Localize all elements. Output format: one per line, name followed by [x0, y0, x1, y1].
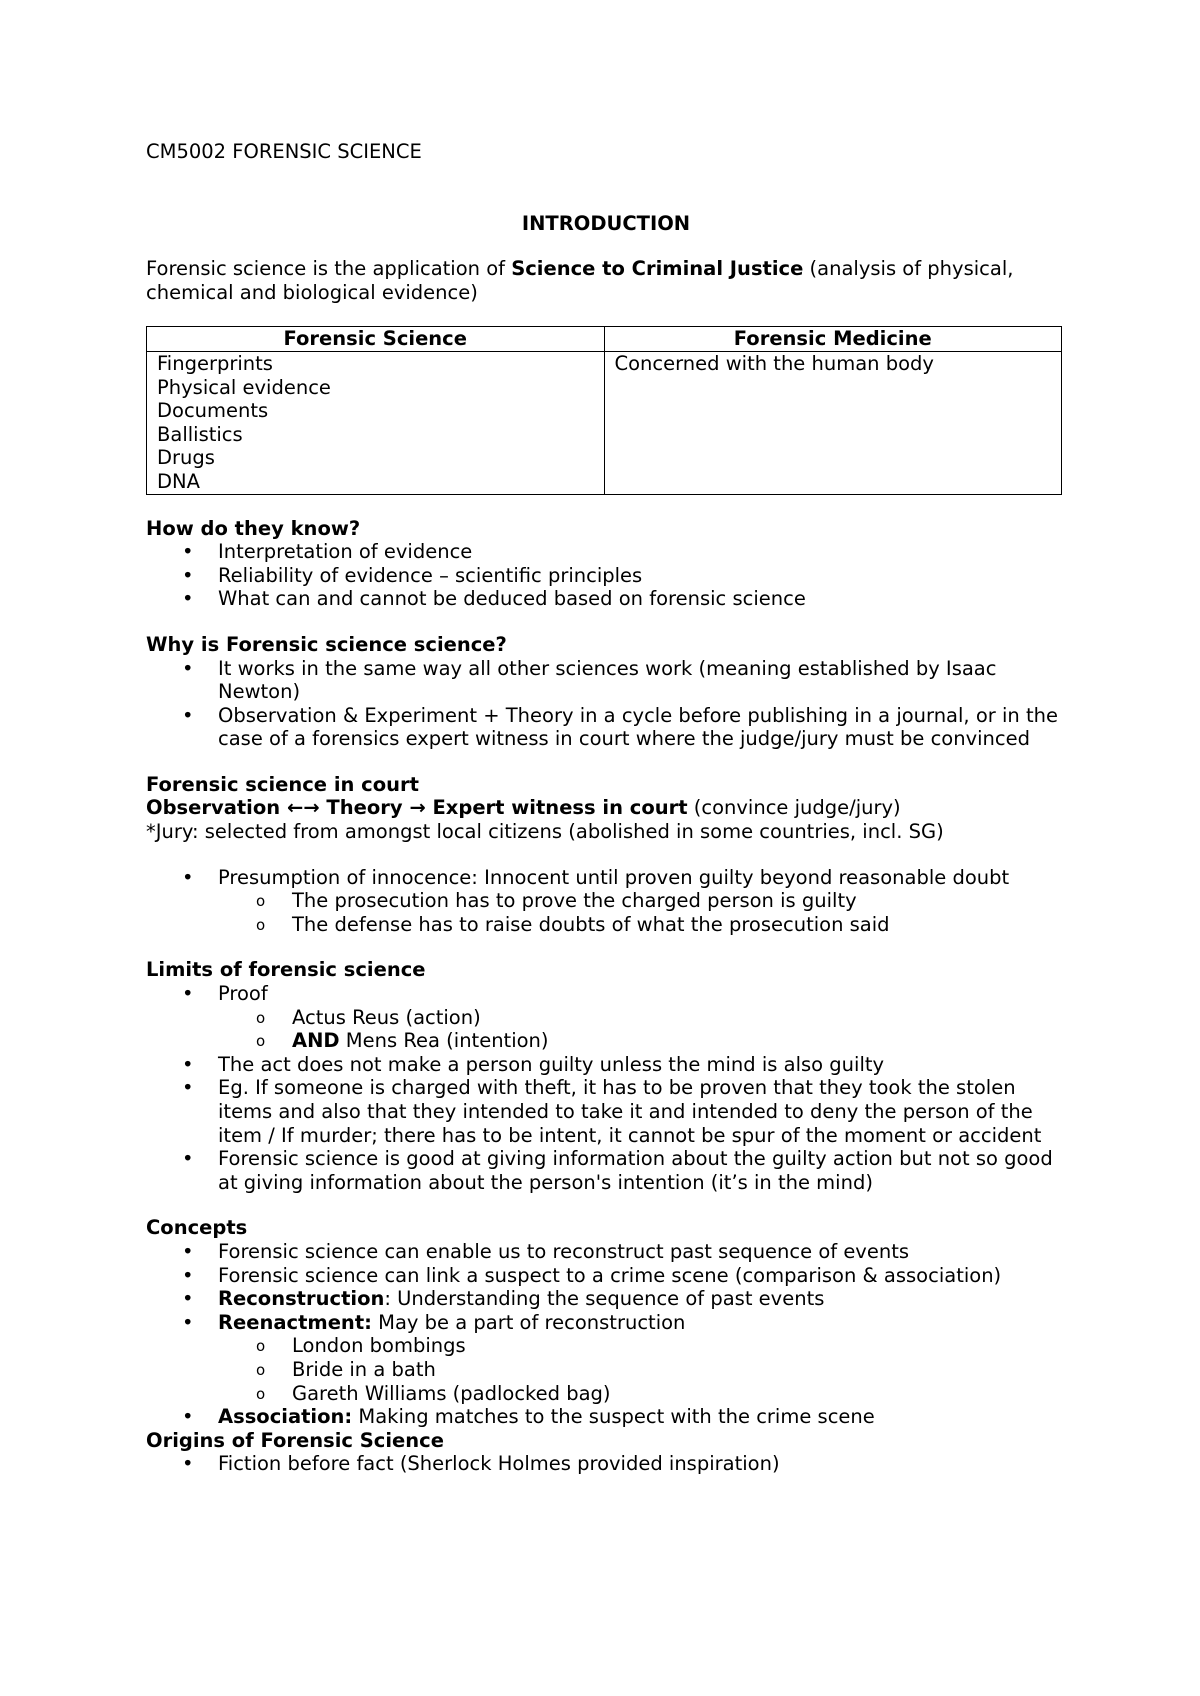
list-item: • Forensic science can enable us to reconstruct past sequence of events [218, 1240, 1066, 1264]
flow-note: (convince judge/jury) [687, 796, 901, 820]
sub-list-item: o Gareth Williams (padlocked bag) [292, 1382, 1066, 1406]
section-heading: Why is Forensic science science? [146, 632, 507, 656]
introduction-title: INTRODUCTION [521, 211, 691, 235]
right-arrow-icon: → [409, 796, 426, 820]
term-bold: Reconstruction [218, 1287, 385, 1311]
bullet-list [146, 540, 1066, 611]
flow-expert: Expert witness in court [425, 796, 688, 820]
list-item: • Observation & Experiment + Theory in a cycle before publishing in a journal, or in the case of a forensics expert witness in court where the judge/jury must be convinced [218, 704, 1066, 751]
table-item: Drugs [157, 446, 215, 470]
term-definition: May be a part of reconstruction [371, 1310, 686, 1334]
bullet-list [146, 1240, 1066, 1429]
section-limits [146, 958, 1066, 1194]
sub-list [218, 1334, 1066, 1405]
list-item: • What can and cannot be deduced based on forensic science [218, 587, 1066, 611]
section-why-science [146, 633, 1066, 751]
court-flow-line [146, 796, 1066, 820]
document-page [146, 140, 1066, 1476]
sub-list-item: o London bombings [292, 1334, 1066, 1358]
double-arrow-icon: ←→ [286, 796, 320, 820]
flow-theory: Theory [319, 796, 410, 820]
bullet-list [146, 1452, 1066, 1476]
table-item: DNA [157, 469, 200, 493]
table-item: Documents [157, 399, 269, 423]
sub-list-item: o Bride in a bath [292, 1358, 1066, 1382]
list-item: • Fiction before fact (Sherlock Holmes provided inspiration) [218, 1452, 1066, 1476]
list-item [218, 866, 1066, 937]
list-item: • Reliability of evidence – scientific principles [218, 564, 1066, 588]
list-item: • Eg. If someone is charged with theft, it has to be proven that they took the stolen items and also that they intended to take it and intended to deny the person of the item / If murder; there has to be intent, it cannot be spur of the moment or accident [218, 1076, 1066, 1147]
table-item: Physical evidence [157, 375, 331, 399]
mens-rea-text: Mens Rea (intention) [339, 1029, 549, 1053]
list-item: • The act does not make a person guilty unless the mind is also guilty [218, 1053, 1066, 1077]
table-cell-forensic-science [147, 351, 605, 494]
table-item: Fingerprints [157, 351, 273, 375]
bullet-list [146, 982, 1066, 1194]
sub-list [218, 1006, 1066, 1053]
sub-list-item: o The defense has to raise doubts of what the prosecution said [292, 913, 1066, 937]
section-heading: Limits of forensic science [146, 958, 426, 982]
section-heading: Forensic science in court [146, 772, 419, 796]
intro-prefix: Forensic science is the application of [146, 257, 512, 281]
section-heading: How do they know? [146, 516, 361, 540]
presumption-text: Presumption of innocence: Innocent until proven guilty beyond reasonable doubt [218, 865, 1010, 889]
bullet-list [146, 866, 1066, 937]
table-header-forensic-medicine: Forensic Medicine [604, 327, 1062, 352]
table-item: Ballistics [157, 422, 243, 446]
term-definition: : Understanding the sequence of past events [384, 1287, 825, 1311]
intro-paragraph [146, 257, 1066, 304]
list-item: • Forensic science is good at giving information about the guilty action but not so good at giving information about the person's intention (it’s in the mind) [218, 1147, 1066, 1194]
section-forensic-science-in-court [146, 773, 1066, 937]
list-item [218, 1287, 1066, 1311]
intro-bold-term: Science to Criminal Justice [511, 257, 804, 281]
proof-text: Proof [218, 982, 268, 1006]
comparison-table [146, 326, 1062, 494]
term-definition: Making matches to the suspect with the crime scene [352, 1405, 875, 1429]
course-code-heading: CM5002 FORENSIC SCIENCE [146, 140, 422, 163]
section-heading: Concepts [146, 1216, 248, 1240]
list-item [218, 982, 1066, 1053]
term-bold: Association: [218, 1405, 353, 1429]
section-concepts [146, 1216, 1066, 1428]
table-header-forensic-science: Forensic Science [147, 327, 605, 352]
table-cell-forensic-medicine [604, 351, 1062, 494]
list-item: • It works in the same way all other sciences work (meaning established by Isaac Newton) [218, 657, 1066, 704]
table-item: Concerned with the human body [614, 351, 934, 375]
list-item: • Interpretation of evidence [218, 540, 1066, 564]
section-heading: Origins of Forensic Science [146, 1428, 444, 1452]
jury-note: *Jury: selected from amongst local citizens (abolished in some countries, incl. SG) [146, 820, 944, 844]
sub-list-item: o Actus Reus (action) [292, 1006, 1066, 1030]
sub-list-item [292, 1029, 1066, 1053]
list-item [218, 1311, 1066, 1405]
section-how-do-they-know [146, 517, 1066, 611]
section-origins [146, 1429, 1066, 1476]
and-bold: AND [292, 1029, 340, 1053]
intro-suffix: (analysis of physical, chemical and biological evidence) [146, 257, 1014, 304]
bullet-list [146, 657, 1066, 751]
list-item: • Forensic science can link a suspect to a crime scene (comparison & association) [218, 1264, 1066, 1288]
sub-list [218, 889, 1066, 936]
sub-list-item: o The prosecution has to prove the charged person is guilty [292, 889, 1066, 913]
list-item [218, 1405, 1066, 1429]
term-bold: Reenactment: [218, 1310, 372, 1334]
flow-observation: Observation [146, 796, 287, 820]
